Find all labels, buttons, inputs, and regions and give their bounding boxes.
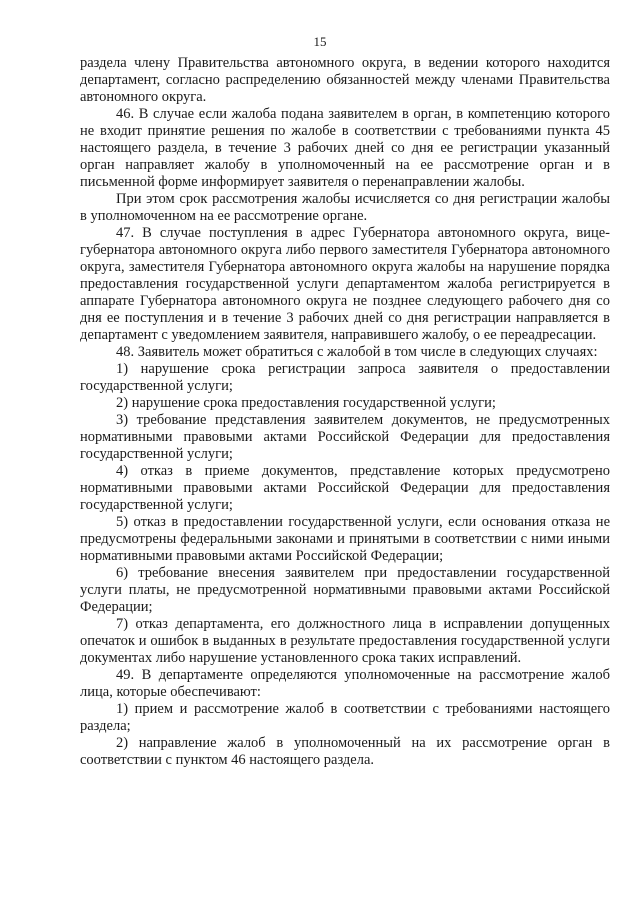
paragraph: раздела члену Правительства автономного округа, в ведении которого находится департамент, согласно распределению обязанностей между членами Правительства автономного округа. <box>80 55 610 105</box>
list-item: 6) требование внесения заявителем при предоставлении государственной услуги платы, не предусмотренной нормативными правовыми актами Российской Федерации; <box>80 565 610 615</box>
list-item: 2) направление жалоб в уполномоченный на их рассмотрение орган в соответствии с пунктом 46 настоящего раздела. <box>80 735 610 768</box>
list-item: 1) нарушение срока регистрации запроса заявителя о предоставлении государственной услуги; <box>80 361 610 394</box>
paragraph: 46. В случае если жалоба подана заявителем в орган, в компетенцию которого не входит принятие решения по жалобе в соответствии с требованиями пункта 45 настоящего раздела, в течение 3 рабочих дней со дня ее регистрации указанный орган направляет жалобу в уполномоченный на ее рассмотрение орган и в письменной форме информирует заявителя о перенаправлении жалобы. <box>80 106 610 190</box>
page-number: 15 <box>313 34 327 49</box>
list-item: 5) отказ в предоставлении государственной услуги, если основания отказа не предусмотрены федеральными законами и принятыми в соответствии с ними иными нормативными правовыми актами Российской Федерации; <box>80 514 610 564</box>
list-item: 3) требование представления заявителем документов, не предусмотренных нормативными правовыми актами Российской Федерации для предоставления государственной услуги; <box>80 412 610 462</box>
paragraph: 47. В случае поступления в адрес Губернатора автономного округа, вице-губернатора автономного округа либо первого заместителя Губернатора автономного округа, заместителя Губернатора автономного округа жалобы на нарушение порядка предоставления государственной услуги департаментом жалоба регистрируется в аппарате Губернатора автономного округа не позднее следующего рабочего дня со дня ее поступления и в течение 3 рабочих дней со дня регистрации направляется в департамент с уведомлением заявителя, направившего жалобу, о ее переадресации. <box>80 225 610 343</box>
list-item: 7) отказ департамента, его должностного лица в исправлении допущенных опечаток и ошибок в выданных в результате предоставления государственной услуги документах либо нарушение установленного срока таких исправлений. <box>80 616 610 666</box>
list-item: 2) нарушение срока предоставления государственной услуги; <box>116 395 496 411</box>
document-body <box>80 55 610 769</box>
paragraph: При этом срок рассмотрения жалобы исчисляется со дня регистрации жалобы в уполномоченном на ее рассмотрение органе. <box>80 191 610 224</box>
paragraph: 49. В департаменте определяются уполномоченные на рассмотрение жалоб лица, которые обеспечивают: <box>80 667 610 700</box>
list-item: 4) отказ в приеме документов, представление которых предусмотрено нормативными правовыми актами Российской Федерации для предоставления государственной услуги; <box>80 463 610 513</box>
paragraph: 48. Заявитель может обратиться с жалобой в том числе в следующих случаях: <box>116 344 598 360</box>
list-item: 1) прием и рассмотрение жалоб в соответствии с требованиями настоящего раздела; <box>80 701 610 734</box>
